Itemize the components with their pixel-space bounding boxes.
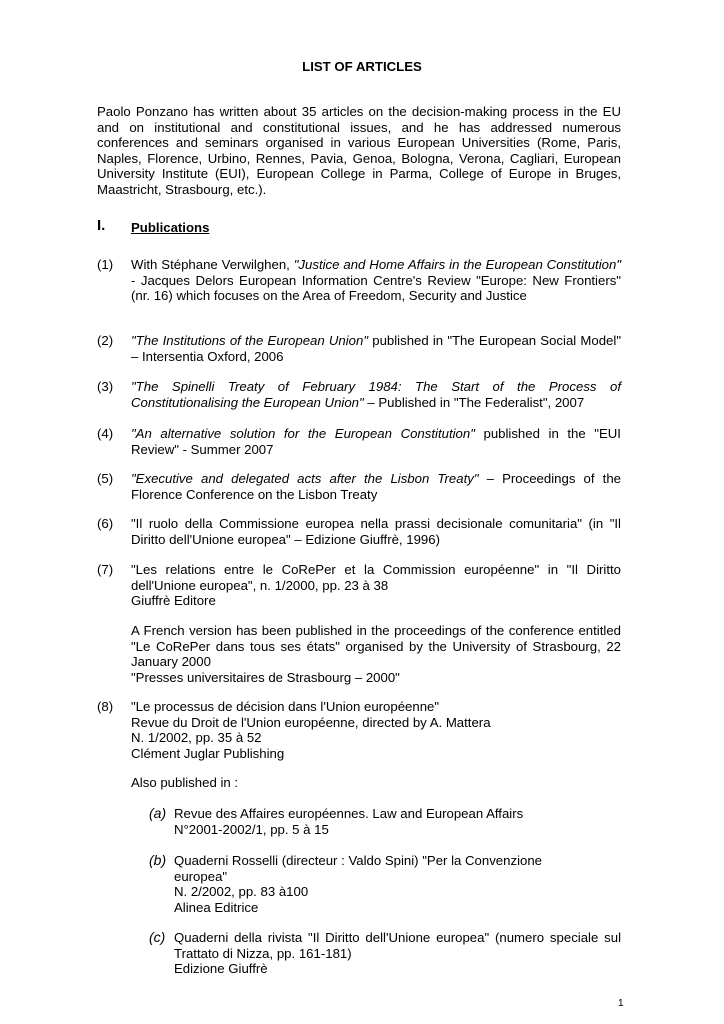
item-text (131, 562, 621, 609)
item-number: (7) (97, 562, 114, 577)
sub-item-line: N. 2/2002, pp. 83 à100 (174, 884, 309, 900)
sub-item-letter: (a) (149, 805, 167, 821)
item-number: (6) (97, 516, 114, 531)
french-version-publisher: "Presses universitaires de Strasbourg – 2000" (131, 669, 400, 685)
item-text (131, 333, 621, 364)
item-line: N. 1/2002, pp. 35 à 52 (131, 730, 262, 746)
item-text-plain: "Les relations entre le CoRePer et la Commission européenne" in "Il Diritto dell'Unione europea", n. 1/2000, pp. 23 à 38 (131, 562, 621, 593)
sub-item-letter: (c) (149, 929, 166, 945)
sub-item-line: N°2001-2002/1, pp. 5 à 15 (174, 821, 329, 837)
item-text-plain: - Jacques Delors European Information Centre's Review "Europe: New Frontiers" (nr. 16) which focuses on the Area of Freedom, Security and Justice (131, 272, 621, 304)
item-text (131, 426, 621, 457)
sub-item-letter: (b) (149, 852, 167, 868)
item-number: (8) (97, 699, 114, 714)
item-text (131, 379, 621, 410)
page-title: LIST OF ARTICLES (302, 59, 422, 74)
sub-item-line: Revue des Affaires européennes. Law and European Affairs (174, 806, 524, 821)
french-version-note (131, 623, 621, 685)
item-number: (4) (97, 426, 114, 441)
item-line: Clément Juglar Publishing (131, 745, 285, 761)
item-text-plain: – Proceedings of the Florence Conference on the Lisbon Treaty (131, 471, 621, 502)
item-number: (5) (97, 471, 114, 486)
item-text-plain: published in the "EUI Review" - Summer 2007 (131, 426, 621, 457)
item-number: (3) (97, 379, 114, 394)
sub-item-text (174, 806, 621, 837)
item-text-plain: With Stéphane Verwilghen, (131, 257, 294, 272)
sub-item-text (174, 853, 569, 915)
item-line: "Le processus de décision dans l'Union européenne" (131, 699, 440, 714)
item-text: "Il ruolo della Commissione europea nella prassi decisionale comunitaria" (in "Il Diritto dell'Unione europea" – Edizione Giuffrè, 1996) (131, 516, 621, 547)
item-text-italic: "Executive and delegated acts after the Lisbon Treaty" (131, 471, 479, 486)
item-text-plain: published in "The European Social Model" – Intersentia Oxford, 2006 (131, 333, 621, 364)
item-text-italic: "The Institutions of the European Union" (131, 333, 369, 348)
sub-item-line: Alinea Editrice (174, 899, 259, 915)
item-text (131, 699, 621, 761)
section-number: I. (97, 217, 106, 234)
item-text-italic: "The Spinelli Treaty of February 1984: The Start of the Process of Constitutionalising the European Union" (131, 379, 621, 410)
sub-item-text (174, 930, 621, 977)
item-text-italic: "An alternative solution for the European Constitution" (131, 426, 475, 441)
sub-item-line: Edizione Giuffrè (174, 961, 268, 977)
sub-item-line: Quaderni Rosselli (directeur : Valdo Spini) "Per la Convenzione europea" (174, 853, 543, 884)
sub-item-line: Quaderni della rivista "Il Diritto dell'Unione europea" (numero speciale sul Trattato di Nizza, pp. 161-181) (174, 930, 621, 961)
item-text-italic: "Justice and Home Affairs in the European Constitution" (293, 257, 622, 272)
intro-paragraph: Paolo Ponzano has written about 35 articles on the decision-making process in the EU and on institutional and constitutional issues, and he has addressed numerous conferences and seminars organised in various European Universities (Rome, Paris, Naples, Florence, Urbino, Rennes, Pavia, Genoa, Bologna, Verona, Cagliari, European University Institute (EUI), European College in Parma, College of Europe in Bruges, Maastricht, Strasbourg, etc.). (97, 104, 621, 197)
item-publisher: Giuffrè Editore (131, 593, 216, 609)
item-text-plain: – Published in "The Federalist", 2007 (363, 394, 585, 410)
item-number: (1) (97, 257, 114, 272)
also-published-label: Also published in : (131, 775, 239, 790)
item-text (131, 257, 621, 304)
item-number: (2) (97, 333, 114, 348)
french-version-text: A French version has been published in the proceedings of the conference entitled "Le CoRePer dans tous ses états" organised by the University of Strasbourg, 22 January 2000 (131, 623, 621, 670)
section-title: Publications (131, 220, 210, 235)
item-line: Revue du Droit de l'Union européenne, directed by A. Mattera (131, 714, 491, 730)
item-text (131, 471, 621, 502)
page-number: 1 (618, 998, 624, 1009)
